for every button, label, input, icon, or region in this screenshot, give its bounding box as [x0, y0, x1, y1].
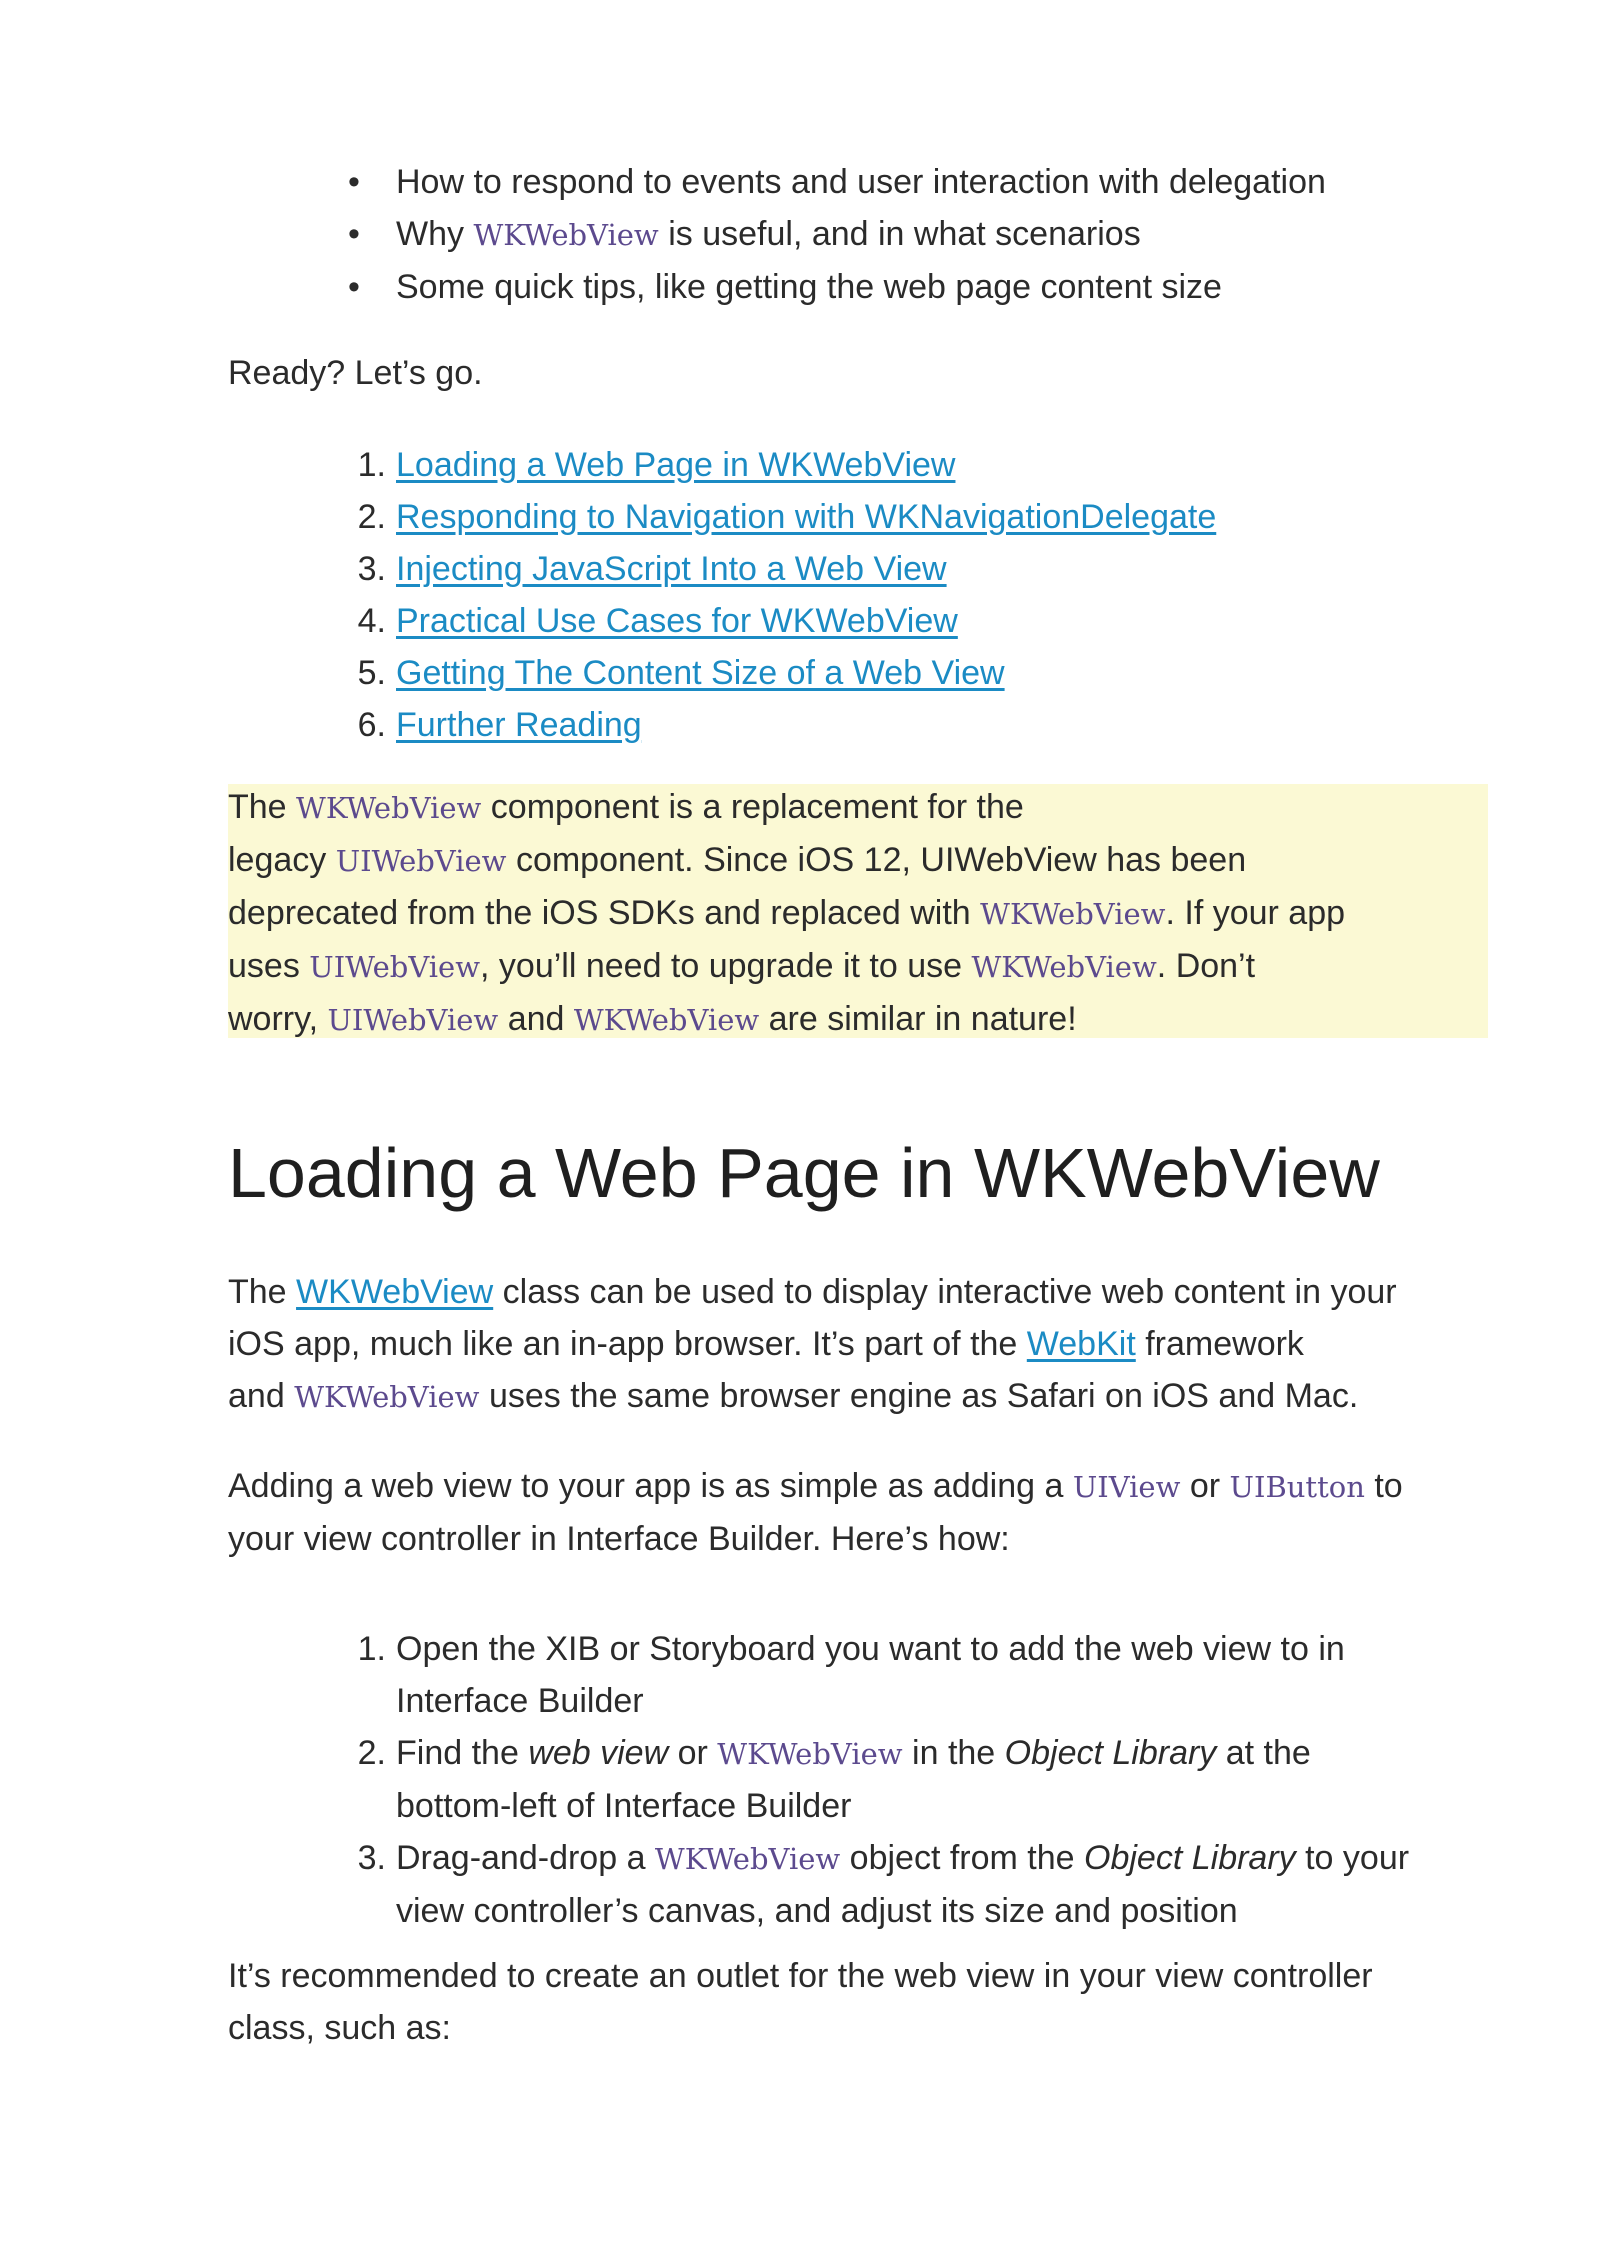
outlet-paragraph: [228, 1950, 1478, 2054]
step-number: 3.: [357, 1839, 386, 1877]
text-run: at the: [1216, 1734, 1311, 1772]
text-run: framework: [1135, 1325, 1304, 1363]
step-item: [228, 1832, 1478, 1937]
text-run: deprecated from the iOS SDKs and replaced with: [228, 894, 981, 932]
inline-link[interactable]: WebKit: [1026, 1325, 1136, 1363]
toc-item: [228, 595, 1478, 647]
bullet-marker: •: [348, 215, 360, 253]
toc-item: [228, 699, 1478, 751]
toc-link[interactable]: Injecting JavaScript Into a Web View: [396, 550, 947, 588]
text-run: to your: [1295, 1839, 1410, 1877]
text-run: or: [668, 1734, 718, 1772]
text-run: or: [1180, 1467, 1230, 1505]
text-run: is useful, and in what scenarios: [658, 215, 1141, 253]
inline-code: WKWebView: [473, 218, 659, 252]
inline-code: WKWebView: [971, 950, 1157, 984]
bullet-item: [228, 156, 1478, 208]
inline-code: WKWebView: [717, 1737, 903, 1771]
toc-number: 1.: [357, 446, 386, 484]
adding-paragraph: [228, 1460, 1478, 1565]
text-run: It’s recommended to create an outlet for the web view in your view controller: [228, 1957, 1373, 1995]
text-run: to: [1364, 1467, 1403, 1505]
text-run: object from the: [840, 1839, 1085, 1877]
step-item: [228, 1727, 1478, 1832]
inline-code: UIWebView: [309, 950, 481, 984]
text-run: component is a replacement for the: [481, 788, 1024, 826]
toc-link[interactable]: Further Reading: [396, 706, 642, 744]
text-run: view controller’s canvas, and adjust its size and position: [396, 1892, 1238, 1930]
text-run: Open the XIB or Storyboard you want to add the web view to in: [396, 1630, 1345, 1668]
step-number: 2.: [357, 1734, 386, 1772]
inline-code: WKWebView: [296, 791, 482, 825]
text-run: in the: [902, 1734, 1005, 1772]
text-run: iOS app, much like an in-app browser. It’s part of the: [228, 1325, 1027, 1363]
text-run: uses: [228, 947, 310, 985]
ready-text: Ready? Let’s go.: [228, 354, 483, 392]
text-run: , you’ll need to upgrade it to use: [480, 947, 972, 985]
highlighted-paragraph: [228, 781, 1478, 1046]
toc-link[interactable]: Practical Use Cases for WKWebView: [396, 602, 958, 640]
inline-code: WKWebView: [654, 1842, 841, 1876]
intro-bullet-list: [228, 156, 1478, 313]
section-heading: Loading a Web Page in WKWebView: [228, 1134, 1380, 1212]
toc-number: 6.: [357, 706, 386, 744]
text-run: legacy: [228, 841, 336, 879]
bullet-item: [228, 261, 1478, 313]
toc-link[interactable]: Getting The Content Size of a Web View: [396, 654, 1005, 692]
bullet-item: [228, 208, 1478, 261]
toc-number: 3.: [357, 550, 386, 588]
text-run: The: [228, 1273, 297, 1311]
toc-number: 5.: [357, 654, 386, 692]
text-run: Adding a web view to your app is as simple as adding a: [228, 1467, 1073, 1505]
text-run: and: [498, 1000, 574, 1038]
text-run: How to respond to events and user interaction with delegation: [396, 163, 1326, 201]
table-of-contents: [228, 439, 1478, 751]
text-run: component. Since iOS 12, UIWebView has been: [506, 841, 1247, 879]
toc-number: 4.: [357, 602, 386, 640]
text-run: Find the: [396, 1734, 529, 1772]
text-run: class, such as:: [228, 2009, 451, 2047]
emphasis-text: web view: [528, 1734, 669, 1772]
text-run: uses the same browser engine as Safari on iOS and Mac.: [479, 1377, 1359, 1415]
text-run: . If your app: [1165, 894, 1346, 932]
toc-link[interactable]: Responding to Navigation with WKNavigationDelegate: [396, 498, 1217, 536]
bullet-marker: •: [348, 163, 360, 201]
inline-code: WKWebView: [294, 1380, 480, 1414]
step-number: 1.: [357, 1630, 386, 1668]
emphasis-text: Object Library: [1004, 1734, 1217, 1772]
text-run: bottom-left of Interface Builder: [396, 1787, 852, 1825]
emphasis-text: Object Library: [1084, 1839, 1296, 1877]
text-run: The: [228, 788, 297, 826]
text-run: are similar in nature!: [759, 1000, 1077, 1038]
inline-code: UIButton: [1229, 1470, 1365, 1504]
text-run: . Don’t: [1156, 947, 1256, 985]
text-run: Some quick tips, like getting the web page content size: [396, 268, 1222, 306]
text-run: Why: [396, 215, 474, 253]
inline-code: WKWebView: [980, 897, 1166, 931]
text-run: Drag-and-drop a: [396, 1839, 655, 1877]
bullet-marker: •: [348, 268, 360, 306]
inline-code: UIWebView: [327, 1003, 499, 1037]
step-item: [228, 1623, 1478, 1727]
toc-item: [228, 491, 1478, 543]
text-run: and: [228, 1377, 295, 1415]
inline-code: UIView: [1072, 1470, 1181, 1504]
text-run: class can be used to display interactive web content in your: [493, 1273, 1397, 1311]
toc-item: [228, 439, 1478, 491]
text-run: worry,: [228, 1000, 328, 1038]
toc-item: [228, 647, 1478, 699]
inline-code: UIWebView: [335, 844, 507, 878]
steps-list: [228, 1623, 1478, 1937]
intro-paragraph: [228, 1266, 1478, 1423]
inline-link[interactable]: WKWebView: [296, 1273, 494, 1311]
toc-item: [228, 543, 1478, 595]
toc-link[interactable]: Loading a Web Page in WKWebView: [396, 446, 956, 484]
text-run: your view controller in Interface Builder. Here’s how:: [228, 1520, 1010, 1558]
ready-paragraph: [228, 347, 1478, 399]
inline-code: WKWebView: [573, 1003, 760, 1037]
text-run: Interface Builder: [396, 1682, 644, 1720]
toc-number: 2.: [357, 498, 386, 536]
